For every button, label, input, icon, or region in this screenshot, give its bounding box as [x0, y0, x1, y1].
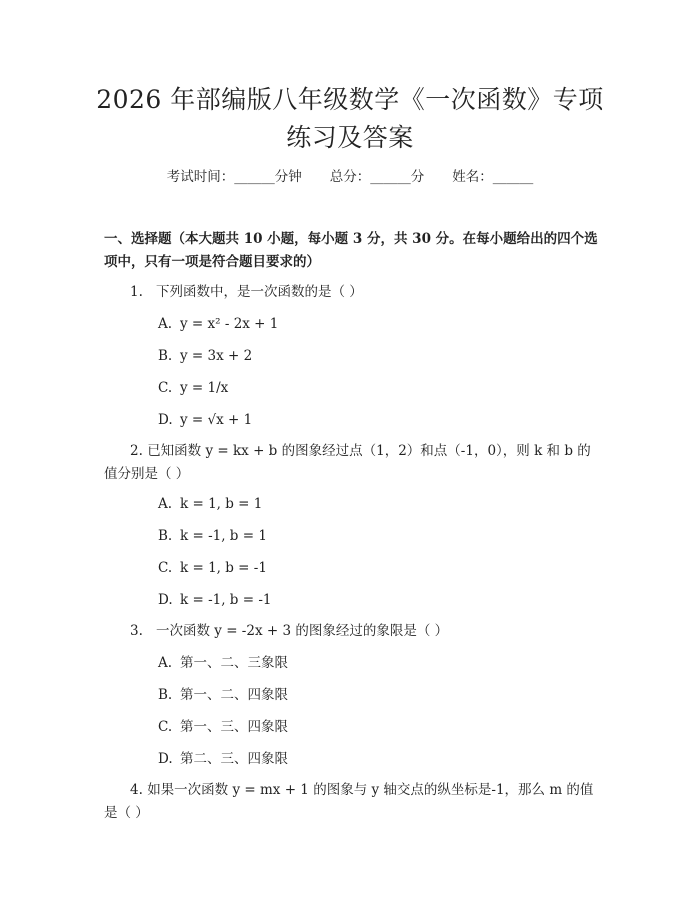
document-title-line-2: 练习及答案: [286, 123, 414, 152]
option-text: k = -1, b = 1: [180, 528, 267, 544]
question-4: [104, 779, 604, 825]
question-text: 下列函数中，是一次函数的是（ ）: [156, 284, 363, 300]
option-label: D.: [158, 592, 173, 608]
option-a: [158, 652, 288, 674]
option-d: [158, 409, 252, 431]
question-text: 一次函数 y = -2x + 3 的图象经过的象限是（ ）: [156, 623, 449, 639]
option-c: [158, 557, 267, 579]
option-b: [158, 345, 252, 367]
option-c: [158, 377, 228, 399]
option-text: y = √x + 1: [180, 412, 253, 428]
question-3: [104, 620, 604, 643]
option-text: y = 3x + 2: [180, 348, 253, 364]
option-label: B.: [158, 528, 173, 544]
option-label: A.: [158, 316, 173, 332]
option-text: 第一、二、四象限: [180, 687, 288, 703]
question-number: 4.: [130, 782, 143, 798]
option-label: C.: [158, 380, 173, 396]
option-label: D.: [158, 751, 173, 767]
option-label: B.: [158, 348, 173, 364]
option-a: [158, 493, 262, 515]
option-text: k = 1, b = -1: [180, 560, 267, 576]
option-label: C.: [158, 719, 173, 735]
question-2: [104, 440, 604, 486]
option-b: [158, 525, 267, 547]
option-text: k = -1, b = -1: [180, 592, 272, 608]
option-text: k = 1, b = 1: [180, 496, 263, 512]
option-d: [158, 748, 288, 770]
option-d: [158, 589, 272, 611]
document-title-line-1: 2026 年部编版八年级数学《一次函数》专项: [96, 85, 604, 114]
question-number: 3.: [130, 623, 143, 639]
question-1: [104, 281, 604, 304]
exam-name-label: 姓名：______: [452, 169, 534, 185]
question-number: 2.: [130, 443, 143, 459]
option-text: 第二、三、四象限: [180, 751, 288, 767]
option-a: [158, 313, 278, 335]
option-text: 第一、三、四象限: [180, 719, 288, 735]
section-heading: 一、选择题（本大题共 10 小题，每小题 3 分，共 30 分。在每小题给出的四个选项中，只有一项是符合题目要求的）: [104, 231, 598, 270]
option-label: D.: [158, 412, 173, 428]
exam-score-label: 总分：______分: [329, 169, 425, 185]
option-label: B.: [158, 687, 173, 703]
option-label: C.: [158, 560, 173, 576]
option-text: y = 1/x: [180, 380, 229, 396]
question-text: 如果一次函数 y = mx + 1 的图象与 y 轴交点的纵坐标是-1，那么 m 的值是（ ）: [104, 782, 594, 821]
option-b: [158, 684, 288, 706]
exam-meta: [0, 166, 700, 188]
option-c: [158, 716, 288, 738]
option-label: A.: [158, 655, 173, 671]
question-text: 已知函数 y = kx + b 的图象经过点（1，2）和点（-1，0），则 k 和 b 的值分别是（ ）: [104, 443, 591, 482]
option-label: A.: [158, 496, 173, 512]
option-text: y = x² - 2x + 1: [180, 316, 279, 332]
exam-time-label: 考试时间：______分钟: [166, 169, 302, 185]
question-number: 1.: [130, 284, 143, 300]
option-text: 第一、二、三象限: [180, 655, 288, 671]
